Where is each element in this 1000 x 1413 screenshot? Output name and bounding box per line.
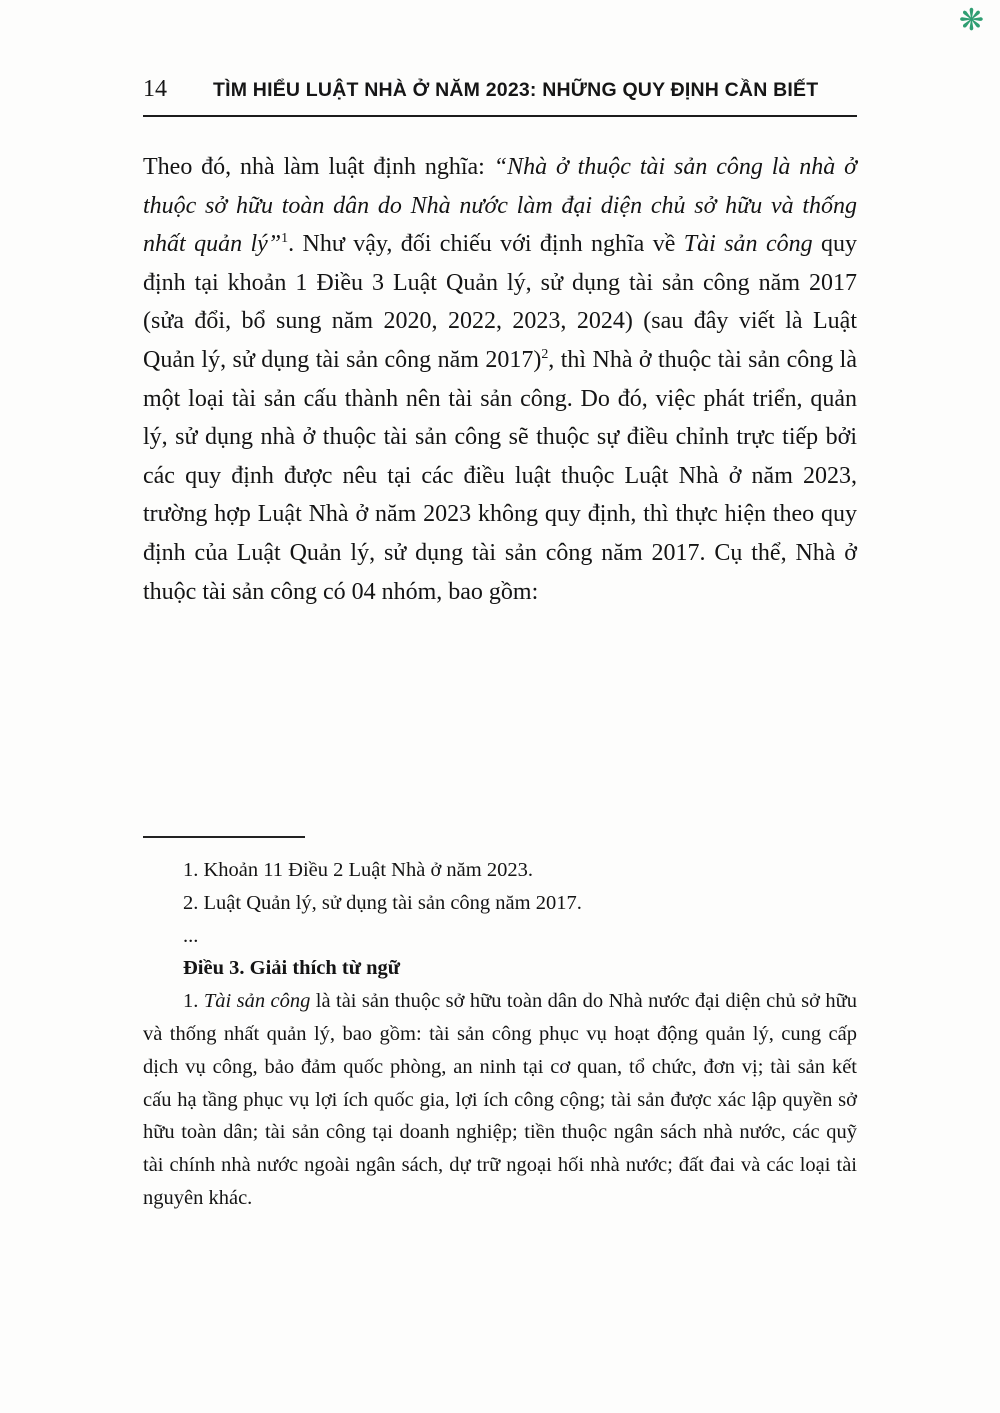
page-number: 14 (143, 76, 167, 102)
footnote-segment: là tài sản thuộc sở hữu toàn dân do Nhà nước đại diện chủ sở hữu và thống nhất quản lý, bao gồm: tài sản công phục vụ hoạt động quản lý, cung cấp dịch vụ công, bảo đảm quốc phòng, an ninh tại cơ quan, tổ chức, đơn vị; tài sản kết cấu hạ tầng phục vụ lợi ích quốc gia, lợi ích công cộng; tài sản được xác lập quyền sở hữu toàn dân; tài sản công tại doanh nghiệp; tiền thuộc ngân sách nhà nước, các quỹ tài chính nhà nước ngoài ngân sách, dự trữ ngoại hối nhà nước; đất đai và các loại tài nguyên khác. (143, 990, 857, 1209)
flower-asterisk-icon: ❋ (958, 3, 984, 38)
body-paragraph (143, 148, 857, 611)
body-segment-term: Tài sản công (683, 231, 813, 258)
footnote-article-heading: Điều 3. Giải thích từ ngữ (183, 957, 401, 980)
footnote-ellipsis: ... (183, 924, 199, 947)
footnote-segment: 1. (183, 990, 204, 1013)
page-header (143, 76, 857, 117)
footnote-reference-1: 1 (281, 231, 289, 247)
footnote-separator (143, 836, 305, 838)
footnotes-section (143, 854, 857, 1215)
body-segment-quote: “Nhà ở thuộc tài sản công là nhà ở thuộc sở hữu toàn dân do Nhà nước làm đại diện chủ sở hữu và thống nhất quản lý” (143, 154, 857, 258)
footnote-segment-term: Tài sản công (203, 990, 311, 1013)
footnote-2: 2. Luật Quản lý, sử dụng tài sản công năm 2017. (183, 891, 582, 914)
body-segment: quy định tại khoản 1 Điều 3 Luật Quản lý, sử dụng tài sản công năm 2017 (sửa đổi, bổ sung năm 2020, 2022, 2023, 2024) (sau đây viết là Luật Quản lý, sử dụng tài sản công năm 2017) (143, 231, 857, 373)
footnote-1: 1. Khoản 11 Điều 2 Luật Nhà ở năm 2023. (183, 859, 533, 881)
main-body (143, 148, 857, 611)
footnote-3 (143, 985, 857, 1215)
body-segment: , thì Nhà ở thuộc tài sản công là một loại tài sản cấu thành nên tài sản công. Do đó, việc phát triển, quản lý, sử dụng nhà ở thuộc tài sản công sẽ thuộc sự điều chỉnh trực tiếp bởi các quy định được nêu tại các điều luật thuộc Luật Nhà ở năm 2023, trường hợp Luật Nhà ở năm 2023 không quy định, thì thực hiện theo quy định của Luật Quản lý, sử dụng tài sản công năm 2017. Cụ thể, Nhà ở thuộc tài sản công có 04 nhóm, bao gồm: (143, 346, 857, 605)
body-segment: . Như vậy, đối chiếu với định nghĩa về (288, 231, 684, 258)
body-segment: Theo đó, nhà làm luật định nghĩa: (143, 154, 494, 180)
running-title: TÌM HIỂU LUẬT NHÀ Ở NĂM 2023: NHỮNG QUY ĐỊNH CẦN BIẾT (213, 79, 819, 101)
footnote-reference-2: 2 (541, 346, 549, 362)
